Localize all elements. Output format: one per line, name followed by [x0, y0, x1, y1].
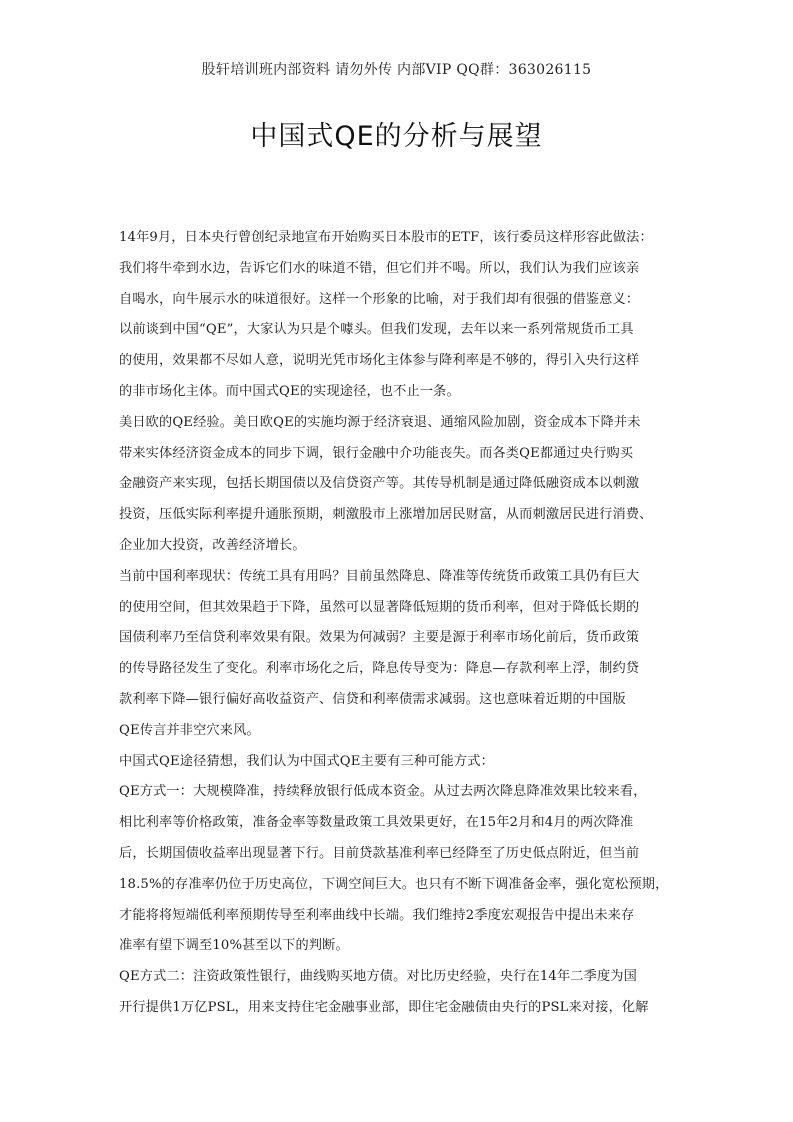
body-line: 相比利率等价格政策，准备金率等数量政策工具效果更好，在15年2月和4月的两次降准	[119, 815, 634, 831]
body-line: 后，长期国债收益率出现显著下行。目前贷款基准利率已经降至了历史低点附近，但当前	[119, 845, 640, 861]
body-line: 带来实体经济资金成本的同步下调，银行金融中介功能丧失。而各类QE都通过央行购买	[119, 445, 634, 461]
body-line: 金融资产来实现，包括长期国债以及信贷资产等。其传导机制是通过降低融资成本以刺激	[119, 476, 640, 492]
body-line: 企业加大投资，改善经济增长。	[119, 537, 306, 553]
body-line: 的传导路径发生了变化。利率市场化之后，降息传导变为：降息—存款利率上浮，制约贷	[119, 661, 640, 677]
body-line: 美日欧的QE经验。美日欧QE的实施均源于经济衰退、通缩风险加剧，资金成本下降并未	[119, 414, 641, 430]
body-line: 中国式QE途径猜想，我们认为中国式QE主要有三种可能方式：	[119, 753, 494, 769]
body-line: 的使用空间，但其效果趋于下降，虽然可以显著降低短期的货币利率，但对于降低长期的	[119, 599, 640, 615]
page-header-note: 股轩培训班内部资料 请勿外传 内部VIP QQ群：363026115	[201, 62, 592, 78]
body-line: 我们将牛牵到水边，告诉它们水的味道不错，但它们并不喝。所以，我们认为我们应该亲	[119, 260, 640, 276]
document-body	[119, 228, 679, 1029]
body-line: 自喝水，向牛展示水的味道很好。这样一个形象的比喻，对于我们却有很强的借鉴意义：	[119, 291, 640, 307]
body-line: 的非市场化主体。而中国式QE的实现途径，也不止一条。	[119, 383, 460, 399]
document-title: 中国式QE的分析与展望	[250, 121, 543, 152]
body-line: 国债利率乃至信贷利率效果有限。效果为何减弱？主要是源于利率市场化前后，货币政策	[119, 630, 640, 646]
body-line: 才能将将短端低利率预期传导至利率曲线中长端。我们维持2季度宏观报告中提出未来存	[119, 907, 635, 923]
body-line: 投资，压低实际利率提升通胀预期，刺激股市上涨增加居民财富，从而刺激居民进行消费、	[119, 507, 653, 523]
body-line: 以前谈到中国“QE”，大家认为只是个噱头。但我们发现，去年以来一系列常规货币工具	[119, 322, 634, 338]
body-line: 14年9月，日本央行曾创纪录地宣布开始购买日本股市的ETF，该行委员这样形容此做法：	[119, 230, 653, 245]
body-line: QE方式二：注资政策性银行，曲线购买地方债。对比历史经验，央行在14年二季度为国	[119, 969, 637, 985]
body-line: 准率有望下调至10%甚至以下的判断。	[119, 938, 349, 954]
body-line: QE方式一：大规模降准，持续释放银行低成本资金。从过去两次降息降准效果比较来看，	[119, 784, 647, 800]
body-line: 开行提供1万亿PSL，用来支持住宅金融事业部，即住宅金融债由央行的PSL来对接，化解	[119, 999, 649, 1015]
body-line: 当前中国利率现状：传统工具有用吗？目前虽然降息、降准等传统货币政策工具仍有巨大	[119, 568, 640, 584]
body-line: 款利率下降—银行偏好高收益资产、信贷和利率债需求减弱。这也意味着近期的中国版	[119, 691, 626, 707]
body-line: 的使用，效果都不尽如人意，说明光凭市场化主体参与降利率是不够的，得引入央行这样	[119, 353, 640, 369]
body-line: 18.5%的存准率仍位于历史高位，下调空间巨大。也只有不断下调准备金率，强化宽松预期，	[119, 876, 669, 892]
body-line: QE传言并非空穴来风。	[119, 722, 260, 738]
